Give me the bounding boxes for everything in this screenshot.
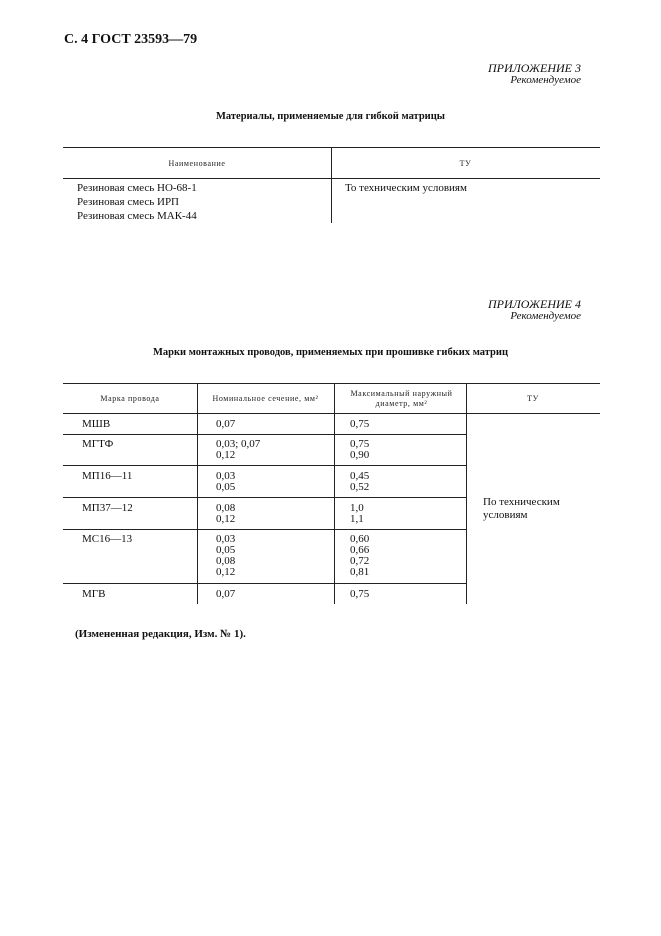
table-2-header-section: Номинальное сечение, мм² [212,394,319,403]
table-cell-section: 0,08 [216,502,236,514]
footnote: (Измененная редакция, Изм. № 1). [75,628,246,640]
table-cell-diameter: 1,0 [350,502,364,514]
table-cell-section: 0,03 [216,533,236,545]
table-2-title: Марки монтажных проводов, применяемых при прошивке гибких матриц [152,347,508,358]
table-cell-diameter: 0,75 [350,588,370,600]
table-row-mark: МШВ [82,418,111,430]
appendix-3-heading [488,62,581,86]
appendix-3-title: ПРИЛОЖЕНИЕ 3 [488,61,581,75]
table-1-tu: То техническим условиям [345,182,467,194]
table-1-row: Резиновая смесь МАК-44 [77,210,197,222]
table-2-header-diameter: Максимальный наружный диаметр, мм² [350,389,453,408]
table-1-title: Материалы, применяемые для гибкой матрицы [216,111,445,122]
table-cell-section: 0,12 [216,566,236,578]
table-cell-diameter: 0,75 [350,418,370,430]
table-cell-diameter: 0,52 [350,481,370,493]
appendix-3-subtitle: Рекомендуемое [510,74,581,86]
table-1-row: Резиновая смесь НО-68-1 [77,182,197,194]
table-cell-diameter: 0,75 [350,438,370,450]
table-cell-section: 0,05 [216,544,236,556]
table-cell-section: 0,07 [216,418,236,430]
table-cell-section: 0,12 [216,449,236,461]
table-2-header-tu: ТУ [527,394,539,403]
table-cell-diameter: 1,1 [350,513,364,525]
table-cell-diameter: 0,81 [350,566,370,578]
table-row-mark: МС16—13 [82,533,133,545]
table-cell-section: 0,03; 0,07 [216,438,261,450]
table-cell-section: 0,03 [216,470,236,482]
appendix-4-heading [488,298,581,322]
appendix-4-title: ПРИЛОЖЕНИЕ 4 [488,297,581,311]
table-1-header-tu: ТУ [459,159,472,168]
table-cell-section: 0,05 [216,481,236,493]
page-header: С. 4 ГОСТ 23593—79 [64,32,198,47]
table-cell-diameter: 0,45 [350,470,370,482]
table-row-mark: МГВ [82,588,106,600]
table-1-header-name: Наименование [168,159,226,168]
table-row-mark: МГТФ [82,438,114,450]
table-cell-diameter: 0,72 [350,555,370,567]
table-1-row: Резиновая смесь ИРП [77,196,180,208]
table-cell-section: 0,08 [216,555,236,567]
table-cell-section: 0,07 [216,588,236,600]
table-row-mark: МП37—12 [82,502,133,514]
appendix-4-subtitle: Рекомендуемое [510,310,581,322]
table-2-header-mark: Марка провода [100,394,160,403]
table-cell-section: 0,12 [216,513,236,525]
table-cell-diameter: 0,60 [350,533,370,545]
table-cell-diameter: 0,66 [350,544,370,556]
table-2-tu: По техническим условиям [483,496,560,521]
table-row-mark: МП16—11 [82,470,133,482]
table-cell-diameter: 0,90 [350,449,370,461]
